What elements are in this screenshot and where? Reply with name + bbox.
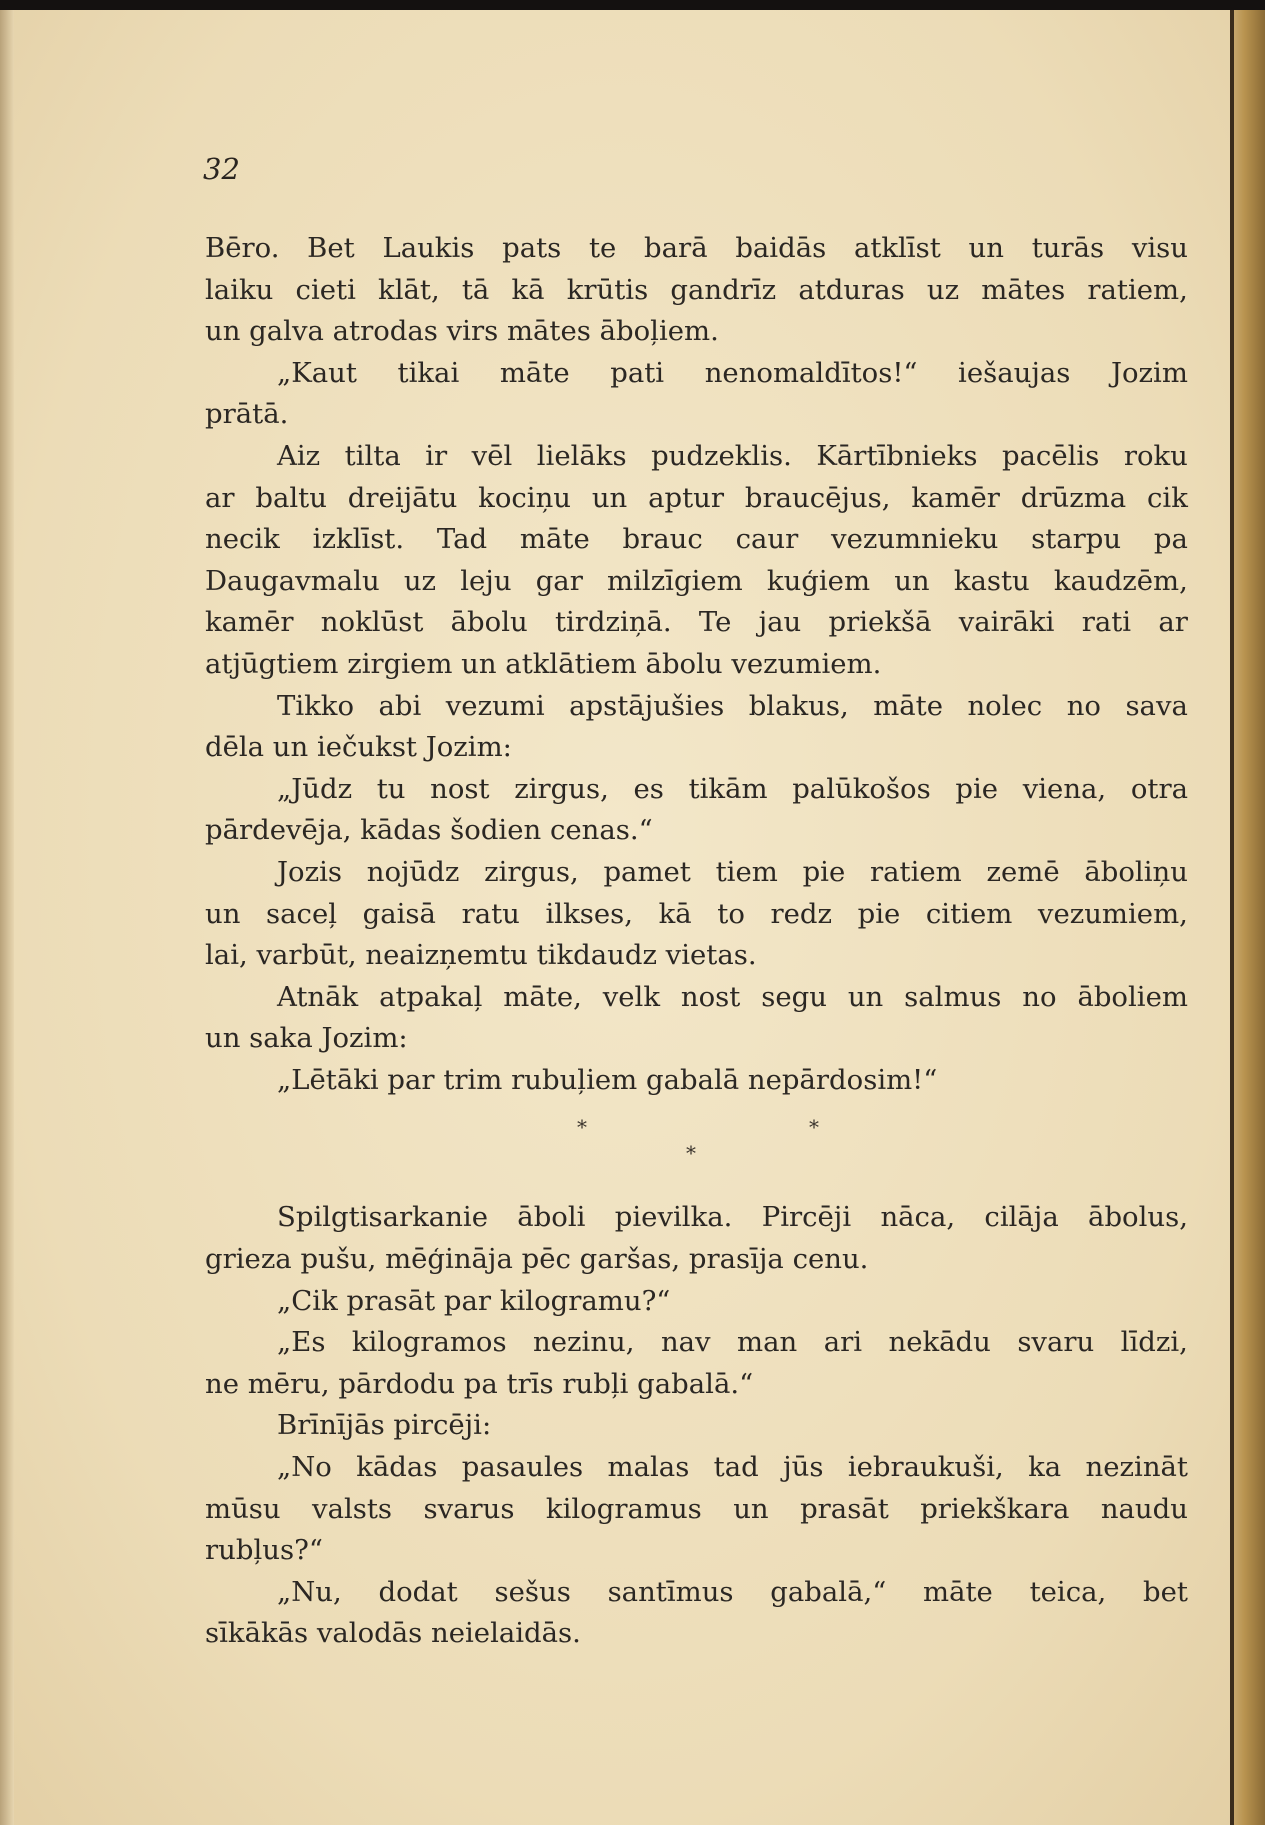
- word: kaudzēm,: [1053, 564, 1188, 597]
- text-line: rubļus?“: [205, 1534, 323, 1567]
- word: un: [968, 232, 1004, 264]
- word: jūs: [783, 1451, 824, 1484]
- word: drūzma: [1020, 481, 1127, 514]
- word: zirgus,: [484, 855, 579, 888]
- asterisk: *: [577, 1115, 587, 1140]
- word: tu: [376, 772, 406, 805]
- word: vairāki: [958, 606, 1055, 639]
- word: bet: [1143, 1575, 1188, 1608]
- word: izklīst.: [312, 523, 405, 556]
- word: otra: [1130, 772, 1188, 805]
- text-line: [205, 686, 1188, 728]
- word: un: [205, 897, 241, 930]
- word: noklūst: [320, 606, 424, 639]
- word: baidās: [735, 232, 827, 264]
- word: ari: [823, 1326, 863, 1359]
- word: klāt,: [378, 273, 440, 306]
- word: ir: [425, 439, 448, 472]
- text-line: [205, 519, 1188, 561]
- word: cik: [1147, 481, 1188, 514]
- text-line: [205, 353, 1188, 395]
- text-line: atjūgtiem zirgiem un atklātiem ābolu vezumiem.: [205, 647, 882, 680]
- word: māte: [873, 689, 943, 722]
- word: rati: [1081, 606, 1132, 639]
- word: tikai: [397, 356, 460, 389]
- word: braucējus,: [744, 481, 891, 514]
- word: Bēro.: [205, 232, 280, 264]
- word: jau: [758, 606, 802, 639]
- word: to: [717, 897, 745, 930]
- word: abi: [378, 689, 422, 722]
- word: vēl: [471, 439, 513, 472]
- word: „Nu,: [277, 1575, 342, 1608]
- word: Kārtībnieks: [816, 439, 978, 472]
- word: nenomaldītos!“: [704, 356, 918, 389]
- text-line: [205, 1572, 1188, 1614]
- word: kociņu: [478, 481, 571, 514]
- word: atpakaļ: [379, 980, 483, 1013]
- word: kamēr: [205, 606, 294, 639]
- word: nojūdz: [366, 855, 460, 888]
- word: kilogramos: [351, 1326, 507, 1359]
- word: tirdziņā.: [554, 606, 672, 639]
- word: roku: [1123, 439, 1188, 472]
- word: dodat: [378, 1575, 458, 1608]
- word: palūkošos: [792, 772, 931, 805]
- scan-left-edge: [0, 10, 14, 1825]
- word: svaru: [1017, 1326, 1095, 1359]
- word: tikām: [688, 772, 768, 805]
- word: Laukis: [382, 232, 475, 264]
- word: pati: [610, 356, 665, 389]
- word: Tikko: [277, 689, 355, 722]
- word: Jozim: [1110, 356, 1188, 389]
- word: no: [1022, 980, 1057, 1013]
- word: zemē: [986, 855, 1060, 888]
- text-line: grieza pušu, mēģināja pēc garšas, prasīja cenu.: [205, 1243, 869, 1276]
- text-line: un saka Jozim:: [205, 1022, 408, 1055]
- word: milzīgiem: [607, 564, 743, 597]
- word: „Jūdz: [277, 772, 353, 805]
- word: laiku: [205, 273, 274, 306]
- word: cieti: [295, 273, 356, 306]
- word: ka: [1028, 1451, 1062, 1484]
- word: ar: [1158, 606, 1188, 639]
- word: Atnāk: [277, 980, 359, 1013]
- text-line: [205, 1447, 1188, 1489]
- word: un: [733, 1492, 769, 1525]
- word: māte: [519, 523, 590, 556]
- word: santīmus: [607, 1575, 734, 1608]
- word: vezumnieku: [831, 523, 999, 556]
- word: salmus: [904, 980, 1002, 1013]
- text-line: [205, 270, 1188, 312]
- asterisk: *: [686, 1141, 696, 1166]
- word: Pircēji: [761, 1201, 852, 1234]
- word: valsts: [312, 1492, 393, 1525]
- text-line: ne mēru, pārdodu pa trīs rubļi gabalā.“: [205, 1367, 754, 1400]
- book-spine-edge: [1230, 10, 1265, 1825]
- word: ratu: [461, 897, 520, 930]
- word: cilāja: [984, 1201, 1059, 1234]
- word: vezumiem,: [1037, 897, 1188, 930]
- word: gar: [535, 564, 583, 597]
- word: un: [847, 980, 884, 1013]
- word: kilogramus: [545, 1492, 702, 1525]
- word: svarus: [423, 1492, 515, 1525]
- word: blakus,: [748, 689, 849, 722]
- word: un: [591, 481, 628, 514]
- word: priekškara: [920, 1492, 1070, 1525]
- text-line: [205, 1489, 1188, 1531]
- word: āboli: [517, 1201, 586, 1234]
- word: man: [737, 1326, 798, 1359]
- word: barā: [644, 232, 708, 264]
- word: tad: [713, 1451, 759, 1484]
- word: dreijātu: [347, 481, 458, 514]
- word: nolec: [967, 689, 1043, 722]
- text-line: [205, 977, 1188, 1019]
- word: kuģiem: [766, 564, 871, 597]
- text-line: dēla un iečukst Jozim:: [205, 731, 512, 764]
- text-line: [205, 561, 1188, 603]
- word: lielāks: [536, 439, 627, 472]
- word: ābolus,: [1088, 1201, 1188, 1234]
- word: „No: [277, 1451, 332, 1484]
- text-line: lai, varbūt, neaizņemtu tikdaudz vietas.: [205, 939, 757, 972]
- word: iebraukuši,: [847, 1451, 1004, 1484]
- word: viena,: [1022, 772, 1107, 805]
- text-line: Brīnījās pircēji:: [277, 1409, 492, 1442]
- word: Jozis: [277, 855, 342, 888]
- word: pats: [502, 232, 562, 264]
- word: pacēlis: [1001, 439, 1100, 472]
- word: nost: [430, 772, 490, 805]
- word: kādas: [356, 1451, 438, 1484]
- text-line: [205, 602, 1188, 644]
- text-line: sīkākās valodās neielaidās.: [205, 1617, 581, 1650]
- word: līdzi,: [1120, 1326, 1188, 1359]
- word: un: [894, 564, 930, 597]
- word: vezumi: [445, 689, 545, 722]
- word: turās: [1031, 232, 1105, 264]
- text-line: [205, 478, 1188, 520]
- word: Daugavmalu: [205, 564, 380, 597]
- word: Aiz: [277, 439, 321, 472]
- word: Tad: [436, 523, 488, 556]
- word: no: [1066, 689, 1101, 722]
- word: pa: [1153, 523, 1188, 556]
- word: saceļ: [266, 897, 338, 930]
- word: necik: [205, 523, 280, 556]
- word: nezinu,: [533, 1326, 635, 1359]
- word: starpu: [1031, 523, 1122, 556]
- word: gabalā,“: [770, 1575, 887, 1608]
- word: velk: [602, 980, 661, 1013]
- word: uz: [926, 273, 960, 306]
- word: baltu: [255, 481, 327, 514]
- text-line: [205, 894, 1188, 936]
- word: apstājušies: [569, 689, 725, 722]
- word: nost: [680, 980, 741, 1013]
- word: pasaules: [461, 1451, 584, 1484]
- word: nāca,: [880, 1201, 956, 1234]
- word: sava: [1125, 689, 1188, 722]
- word: kā: [658, 897, 692, 930]
- text-line: [205, 228, 1188, 270]
- text-line: [205, 852, 1188, 894]
- section-separator: [205, 1101, 1188, 1197]
- word: brauc: [622, 523, 703, 556]
- word: priekšā: [828, 606, 932, 639]
- word: nezināt: [1085, 1451, 1188, 1484]
- text-line: [205, 769, 1188, 811]
- page-number: 32: [203, 152, 240, 186]
- word: gandrīz: [670, 273, 777, 306]
- word: teica,: [1029, 1575, 1107, 1608]
- word: Bet: [307, 232, 355, 264]
- word: tiem: [715, 855, 778, 888]
- body-text: [205, 228, 1188, 1655]
- word: pamet: [603, 855, 691, 888]
- word: mūsu: [205, 1492, 281, 1525]
- book-page: [0, 10, 1234, 1825]
- word: caur: [735, 523, 799, 556]
- word: „Kaut: [277, 356, 357, 389]
- word: ratiem: [870, 855, 962, 888]
- word: mātes: [981, 273, 1066, 306]
- word: iešaujas: [958, 356, 1071, 389]
- text-line: [205, 1197, 1188, 1239]
- word: māte: [499, 356, 570, 389]
- word: ar: [205, 481, 235, 514]
- word: kastu: [953, 564, 1030, 597]
- text-line: [205, 1322, 1188, 1364]
- word: māte,: [503, 980, 582, 1013]
- word: atklīst: [853, 232, 941, 264]
- asterisk: *: [809, 1115, 819, 1140]
- text-line: un galva atrodas virs mātes āboļiem.: [205, 315, 719, 348]
- word: nav: [660, 1326, 711, 1359]
- word: tā: [461, 273, 490, 306]
- word: citiem: [925, 897, 1013, 930]
- word: āboliem: [1077, 980, 1188, 1013]
- word: ābolu: [450, 606, 528, 639]
- word: pudzeklis.: [651, 439, 792, 472]
- word: Spilgtisarkanie: [277, 1201, 488, 1234]
- word: māte: [923, 1575, 993, 1608]
- word: sešus: [494, 1575, 571, 1608]
- word: pievilka.: [614, 1201, 733, 1234]
- word: ratiem,: [1087, 273, 1188, 306]
- word: Te: [698, 606, 732, 639]
- word: „Es: [277, 1326, 326, 1359]
- text-line: „Lētāki par trim rubuļiem gabalā nepārdosim!“: [277, 1063, 938, 1096]
- word: kā: [511, 273, 545, 306]
- text-line: pārdevēja, kādas šodien cenas.“: [205, 814, 653, 847]
- word: segu: [761, 980, 827, 1013]
- word: zirgus,: [514, 772, 609, 805]
- word: prasāt: [800, 1492, 889, 1525]
- word: krūtis: [566, 273, 649, 306]
- text-line: „Cik prasāt par kilogramu?“: [277, 1284, 671, 1317]
- word: es: [633, 772, 664, 805]
- word: ilkses,: [545, 897, 633, 930]
- word: uz: [403, 564, 437, 597]
- word: āboliņu: [1084, 855, 1188, 888]
- word: pie: [802, 855, 846, 888]
- word: nekādu: [888, 1326, 991, 1359]
- word: kamēr: [911, 481, 1000, 514]
- word: te: [589, 232, 617, 264]
- word: tilta: [344, 439, 401, 472]
- word: atduras: [798, 273, 905, 306]
- word: malas: [607, 1451, 690, 1484]
- word: leju: [460, 564, 512, 597]
- word: gaisā: [362, 897, 436, 930]
- text-line: prātā.: [205, 398, 289, 431]
- word: aptur: [648, 481, 725, 514]
- word: pie: [857, 897, 901, 930]
- word: naudu: [1100, 1492, 1188, 1525]
- word: visu: [1131, 232, 1188, 264]
- word: pie: [955, 772, 999, 805]
- text-line: [205, 436, 1188, 478]
- word: redz: [770, 897, 832, 930]
